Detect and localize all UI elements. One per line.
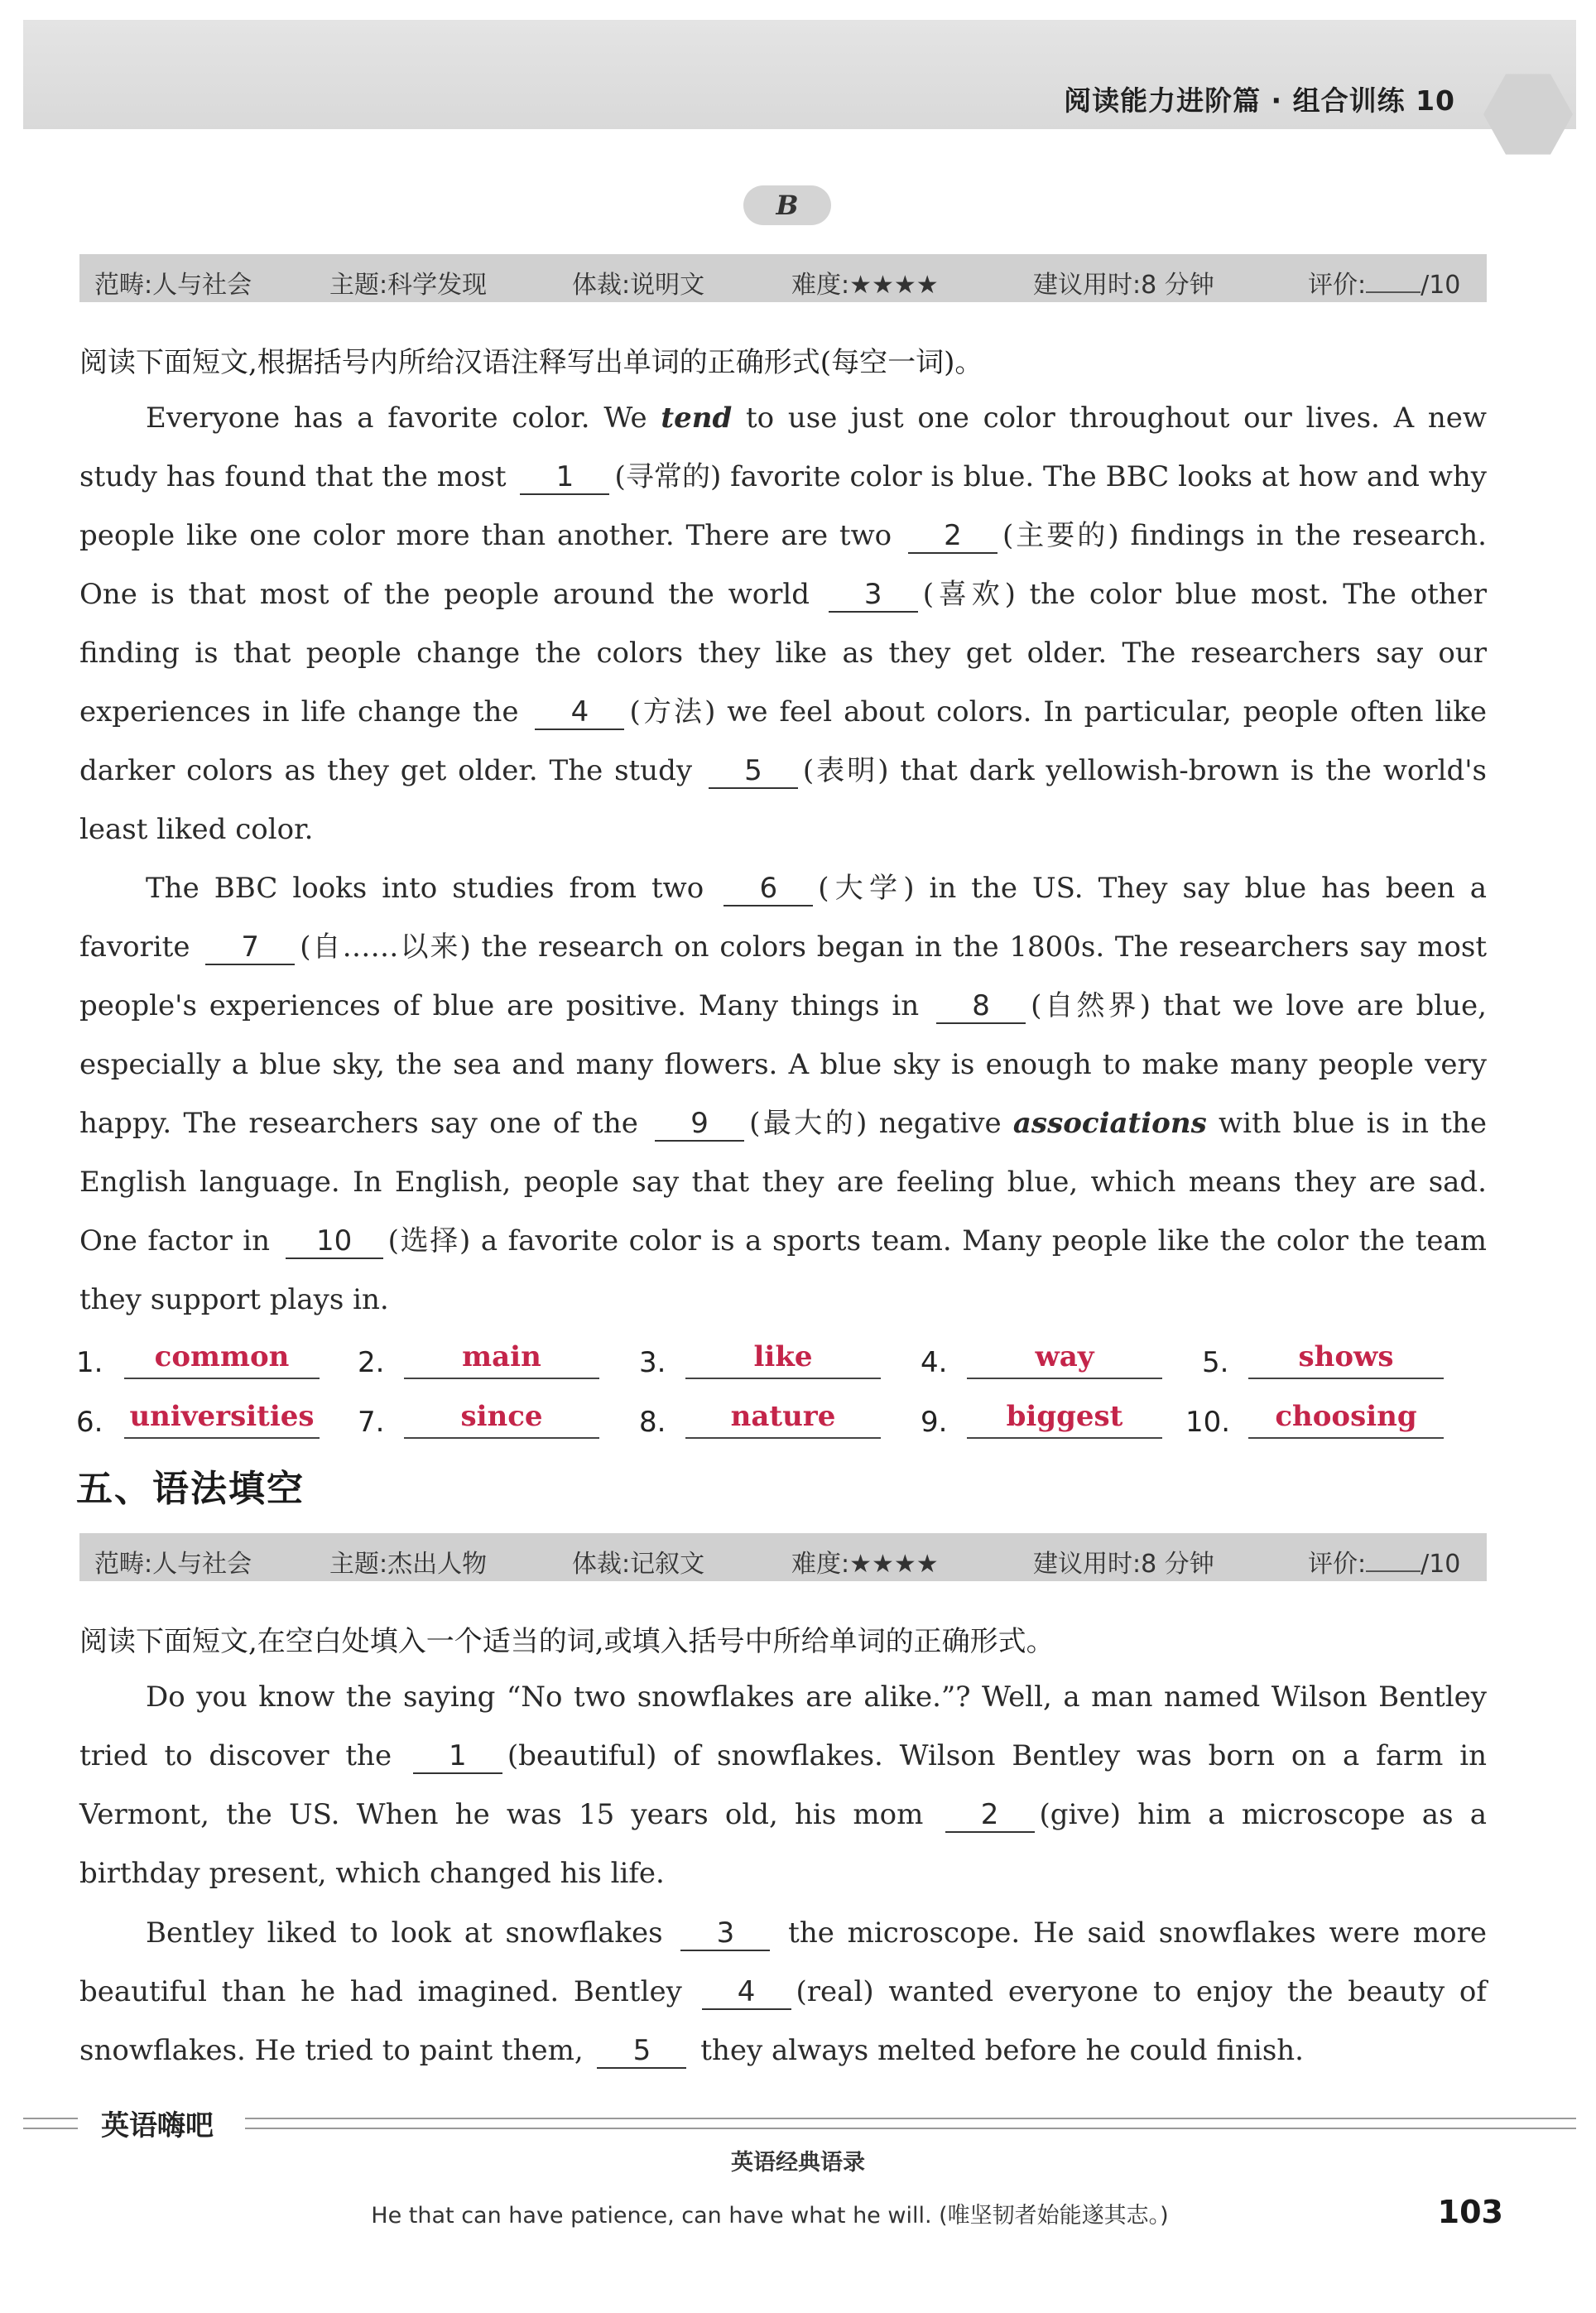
quote-title: 英语经典语录 <box>731 2150 865 2176</box>
answer-num: 4. <box>921 1346 948 1379</box>
blank-7: 7 <box>205 930 295 965</box>
rating-blank <box>1366 1551 1421 1572</box>
header-title: 阅读能力进阶篇 · 组合训练 10 <box>1064 84 1455 117</box>
page-number: 103 <box>1437 2194 1503 2230</box>
blank-8: 8 <box>936 989 1026 1024</box>
blank-1: 1 <box>520 460 609 495</box>
answer-value[interactable]: way <box>967 1334 1162 1379</box>
answer-value[interactable]: like <box>685 1334 881 1379</box>
info-genre: 体裁:记叙文 <box>572 1550 705 1579</box>
answer-num: 3. <box>639 1346 666 1379</box>
answer-value[interactable]: choosing <box>1248 1394 1444 1439</box>
info-theme: 主题:科学发现 <box>329 271 488 300</box>
answer-num: 6. <box>76 1406 103 1439</box>
answer-value[interactable]: shows <box>1248 1334 1444 1379</box>
section-label: B <box>743 185 831 225</box>
blank-3: 3 <box>680 1916 770 1951</box>
blank-9: 9 <box>655 1107 744 1142</box>
passage-b-paragraph-1: Everyone has a favorite color. We tend to use just one color throughout our lives. A new study has found that the most 1 (寻常的) favorite color is blue. The BBC looks at how and why people like one color more than another. There are two 2 (主要的) findings in the research. One is that most of the people around the world 3 (喜欢) the color blue most. The other finding is that people change the colors they like as they get older. The researchers say our experiences in life change the 4 (方法) we feel about colors. In particular, people often like darker colors as they get older. The study 5 (表明) that dark yellowish-brown is the world's least liked color. <box>79 402 1487 846</box>
answer-num: 5. <box>1202 1346 1229 1379</box>
info-category: 范畴:人与社会 <box>94 271 252 300</box>
passage-5-paragraph-2: Bentley liked to look at snowflakes 3 the microscope. He said snowflakes were more beautiful than he had imagined. Bentley 4 (real) wanted everyone to enjoy the beauty of snowflakes. He tried to paint them, 5 they always melted before he could finish. <box>79 1916 1487 2067</box>
answer-row-2 <box>76 1394 1500 1444</box>
blank-4: 4 <box>702 1975 791 2010</box>
rating-blank <box>1366 272 1421 293</box>
quote-text: He that can have patience, can have what he will. (唯坚韧者始能遂其志。) <box>371 2203 1169 2229</box>
answer-value[interactable]: since <box>404 1394 599 1439</box>
answer-num: 10. <box>1185 1406 1231 1439</box>
info-bar-b <box>79 254 1487 302</box>
footer-rule-right-2 <box>245 2128 1576 2129</box>
answer-value[interactable]: biggest <box>967 1394 1162 1439</box>
answer-value[interactable]: main <box>404 1334 599 1379</box>
answer-value[interactable]: common <box>124 1334 320 1379</box>
answer-num: 7. <box>358 1406 385 1439</box>
info-rating <box>1308 264 1460 301</box>
passage-b-paragraph-2: The BBC looks into studies from two 6 (大学) in the US. They say blue has been a favorite 7 (自……以来) the research on colors began in the 1800s. The researchers say most people's experiences of blue are positive. Many things in 8 (自然界) that we love are blue, especially a blue sky, the sea and many flowers. A blue sky is enough to make many people very happy. The researchers say one of the 9 (最大的) negative associations with blue is in the English language. In English, people say that they are feeling blue, which means they are sad. One factor in 10 (选择) a favorite color is a sports team. Many people like the color the team they support plays in. <box>79 872 1487 1316</box>
blank-5: 5 <box>597 2034 686 2069</box>
answer-row-1 <box>76 1334 1500 1384</box>
rating-total: /10 <box>1421 271 1461 300</box>
blank-5: 5 <box>709 754 798 789</box>
answer-num: 1. <box>76 1346 103 1379</box>
blank-3: 3 <box>829 578 918 613</box>
instruction-b: 阅读下面短文,根据括号内所给汉语注释写出单词的正确形式(每空一词)。 <box>79 346 983 379</box>
instruction-5: 阅读下面短文,在空白处填入一个适当的词,或填入括号中所给单词的正确形式。 <box>79 1625 1055 1658</box>
rating-label: 评价: <box>1308 271 1367 300</box>
rating-label: 评价: <box>1308 1550 1367 1579</box>
info-difficulty: 难度:★★★★ <box>791 1550 939 1579</box>
blank-4: 4 <box>535 695 624 730</box>
blank-6: 6 <box>723 872 813 906</box>
info-difficulty: 难度:★★★★ <box>791 271 939 300</box>
footer-brand: 英语嗨吧 <box>101 2109 214 2142</box>
blank-1: 1 <box>413 1739 502 1774</box>
answer-value[interactable]: universities <box>124 1394 320 1439</box>
answer-num: 8. <box>639 1406 666 1439</box>
info-genre: 体裁:说明文 <box>572 271 705 300</box>
section-heading-grammar: 五、语法填空 <box>76 1468 305 1510</box>
info-bar-5 <box>79 1533 1487 1581</box>
info-theme: 主题:杰出人物 <box>329 1550 488 1579</box>
blank-2: 2 <box>945 1798 1035 1833</box>
footer-rule-right <box>245 2118 1576 2119</box>
answer-value[interactable]: nature <box>685 1394 881 1439</box>
blank-2: 2 <box>908 519 997 554</box>
passage-5-paragraph-1: Do you know the saying “No two snowflakes are alike.”? Well, a man named Wilson Bentley tried to discover the 1 (beautiful) of snowflakes. Wilson Bentley was born on a farm in Vermont, the US. When he was 15 years old, his mom 2 (give) him a microscope as a birthday present, which changed his life. <box>79 1681 1487 1890</box>
footer-rule-left <box>23 2118 78 2119</box>
footer-rule-left-2 <box>23 2128 78 2129</box>
info-rating <box>1308 1543 1460 1580</box>
answer-num: 2. <box>358 1346 385 1379</box>
info-time: 建议用时:8 分钟 <box>1033 271 1214 300</box>
blank-10: 10 <box>286 1224 383 1259</box>
info-time: 建议用时:8 分钟 <box>1033 1550 1214 1579</box>
rating-total: /10 <box>1421 1550 1461 1579</box>
info-category: 范畴:人与社会 <box>94 1550 252 1579</box>
answer-num: 9. <box>921 1406 948 1439</box>
